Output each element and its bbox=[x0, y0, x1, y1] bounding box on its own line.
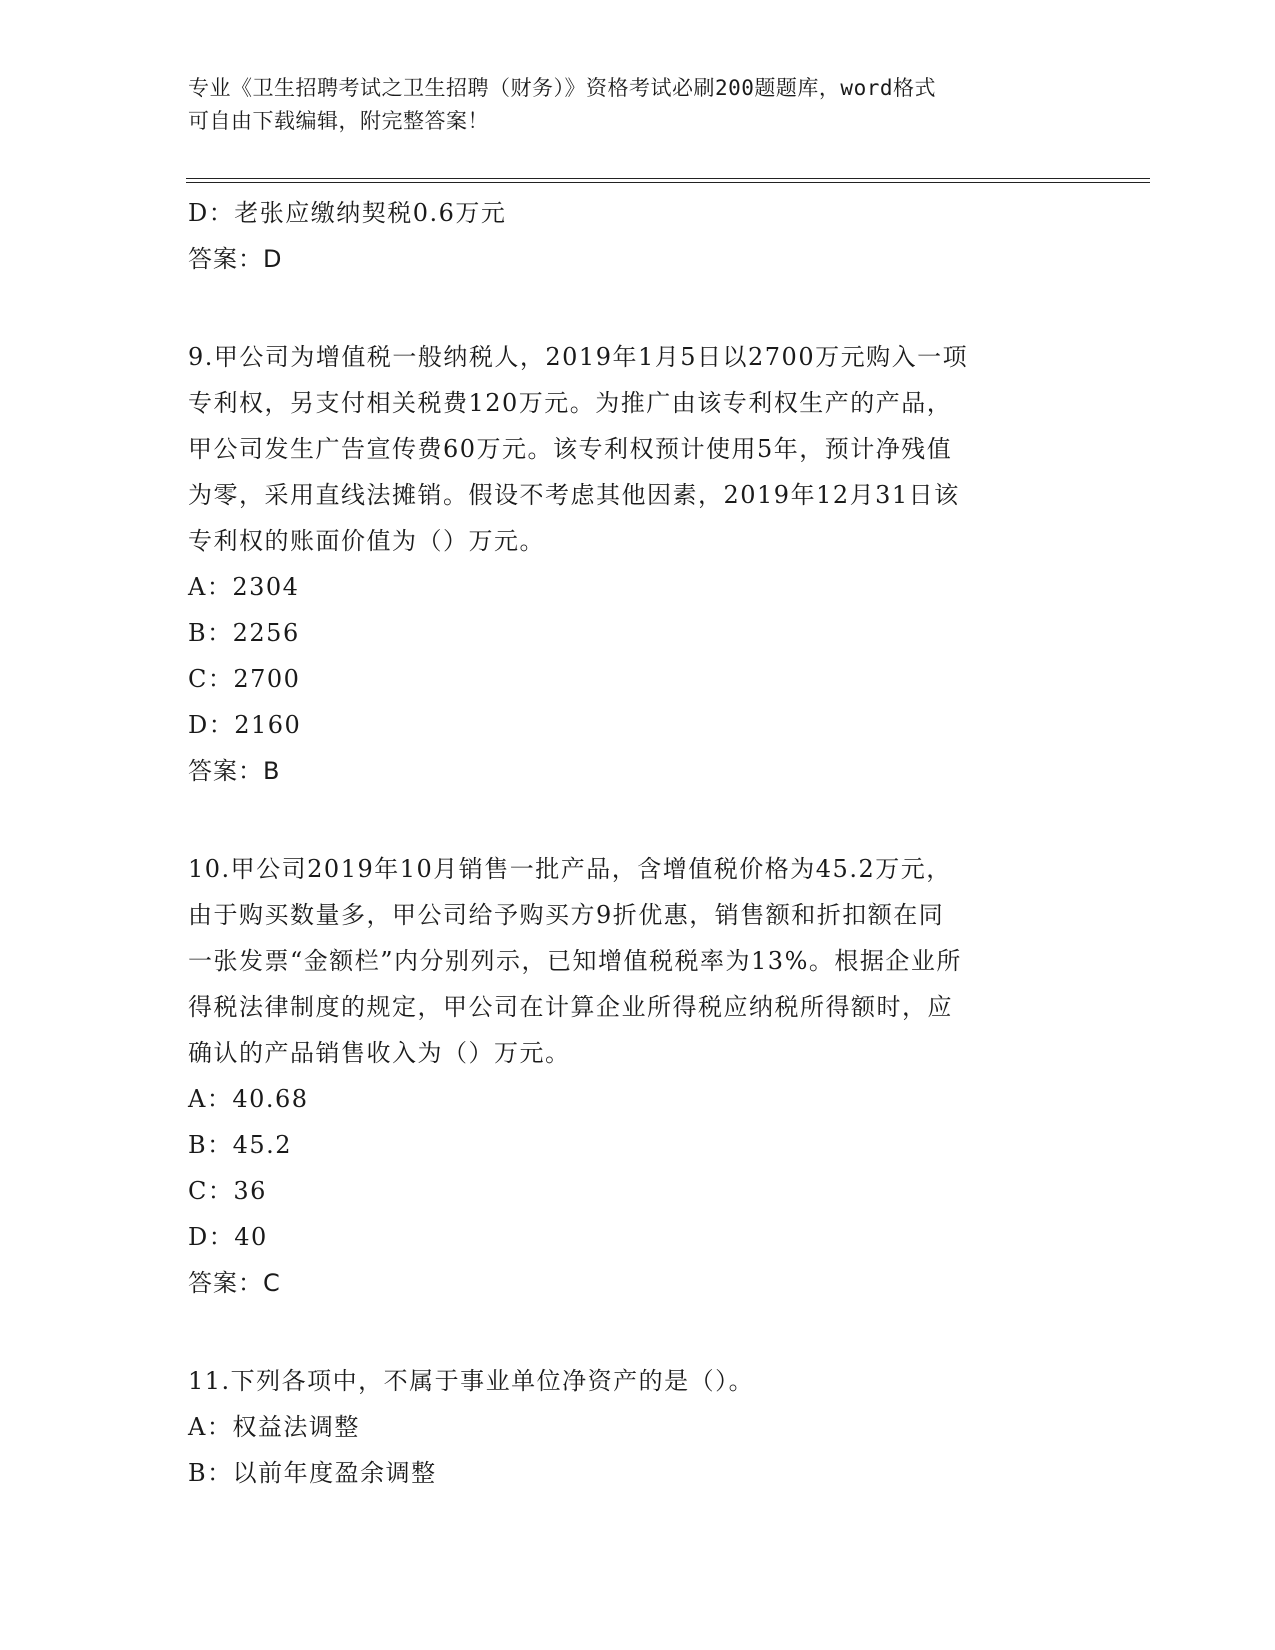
option-c: C：2700 bbox=[188, 665, 301, 693]
answer: 答案：C bbox=[188, 1269, 281, 1297]
header-divider bbox=[186, 178, 1150, 183]
option-d: D：老张应缴纳契税0.6万元 bbox=[188, 199, 507, 227]
question-text-line: 确认的产品销售收入为（）万元。 bbox=[188, 1039, 571, 1067]
question-text-line: 专利权的账面价值为（）万元。 bbox=[188, 527, 545, 555]
option-a: A：40.68 bbox=[188, 1085, 309, 1113]
question-text-line: 甲公司发生广告宣传费60万元。该专利权预计使用5年，预计净残值 bbox=[188, 435, 953, 463]
question-text-line: 10.甲公司2019年10月销售一批产品，含增值税价格为45.2万元， bbox=[188, 855, 952, 883]
answer: 答案：D bbox=[188, 245, 283, 273]
spacer bbox=[188, 282, 1088, 334]
option-b: B：45.2 bbox=[188, 1131, 293, 1159]
option-c: C：36 bbox=[188, 1177, 267, 1205]
question-11 bbox=[188, 1358, 1088, 1496]
question-8-tail bbox=[188, 190, 1088, 282]
question-text-line: 由于购买数量多，甲公司给予购买方9折优惠，销售额和折扣额在同 bbox=[188, 901, 945, 929]
question-text-line: 11.下列各项中，不属于事业单位净资产的是（）。 bbox=[188, 1367, 755, 1395]
question-text-line: 得税法律制度的规定，甲公司在计算企业所得税应纳税所得额时，应 bbox=[188, 993, 953, 1021]
question-text-line: 为零，采用直线法摊销。假设不考虑其他因素，2019年12月31日该 bbox=[188, 481, 960, 509]
question-text-line: 9.甲公司为增值税一般纳税人，2019年1月5日以2700万元购入一项 bbox=[188, 343, 969, 371]
question-10 bbox=[188, 846, 1088, 1306]
header-line-2: 可自由下载编辑，附完整答案！ bbox=[188, 109, 489, 133]
document-body bbox=[188, 190, 1088, 1496]
option-b: B：以前年度盈余调整 bbox=[188, 1459, 437, 1487]
header-line-1: 专业《卫生招聘考试之卫生招聘（财务）》资格考试必刷200题题库，word格式 bbox=[188, 76, 936, 100]
option-a: A：2304 bbox=[188, 573, 300, 601]
question-text-line: 专利权，另支付相关税费120万元。为推广由该专利权生产的产品， bbox=[188, 389, 953, 417]
spacer bbox=[188, 1306, 1088, 1358]
option-a: A：权益法调整 bbox=[188, 1413, 360, 1441]
option-b: B：2256 bbox=[188, 619, 300, 647]
document-header bbox=[188, 72, 1088, 138]
answer: 答案：B bbox=[188, 757, 281, 785]
question-text-line: 一张发票“金额栏”内分别列示，已知增值税税率为13%。根据企业所 bbox=[188, 947, 962, 975]
option-d: D：2160 bbox=[188, 711, 302, 739]
question-9 bbox=[188, 334, 1088, 794]
spacer bbox=[188, 794, 1088, 846]
option-d: D：40 bbox=[188, 1223, 268, 1251]
